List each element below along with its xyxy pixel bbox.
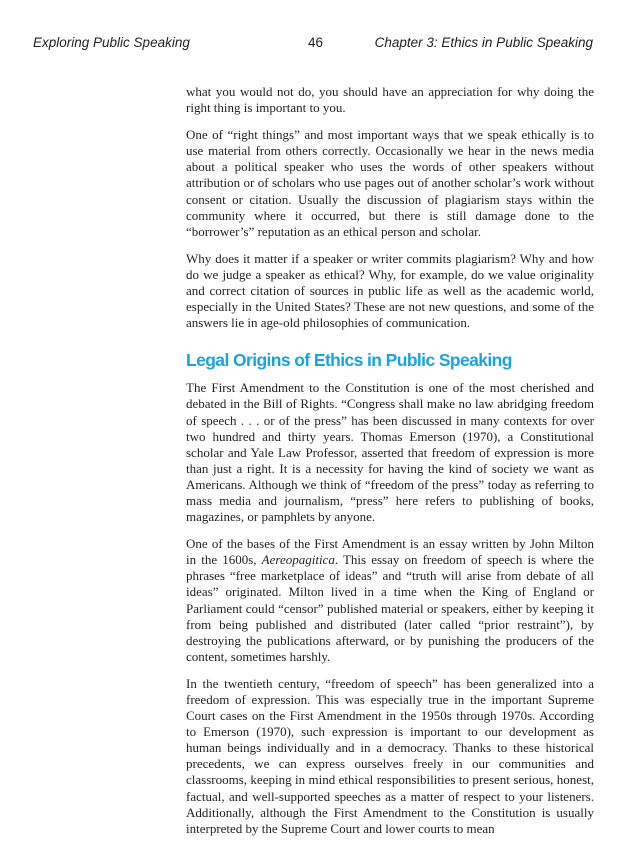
paragraph: The First Amendment to the Constitution is one of the most cherished and debated in the Bill of Rights. “Congress shall make no law abridging freedom of speech . . . or of the press” has been discussed in many contexts for over two hundred and thirty years. Thomas Emerson (1970), a Constitutional scholar and Yale Law Professor, asserted that freedom of expression is more than just a right. It is a necessity for having the kind of society we want as Americans. Although we think of “freedom of the press” today as referring to mass media and journalism, “press” here refers to publishing of books, magazines, or pamphlets by anyone. <box>186 380 594 525</box>
running-header <box>33 35 593 55</box>
book-title: Exploring Public Speaking <box>33 35 190 50</box>
paragraph <box>186 536 594 665</box>
section-heading: Legal Origins of Ethics in Public Speaking <box>186 350 512 371</box>
text-run: One of the bases of the First Amendment is an essay written by John Milton in the 1600s, <box>186 536 594 568</box>
text-run: . This essay on freedom of speech is where the phrases “free marketplace of ideas” and “truth will arise from debate of all ideas” originated. Milton lived in a time when the King of England or Parliament could “censor” published material or speakers, either by keeping it from being published and distributed (later called “prior restraint”), by destroying the publications afterward, or by punishing the producers of the content, sometimes harshly. <box>186 552 594 664</box>
paragraph: what you would not do, you should have an appreciation for why doing the right thing is important to you. <box>186 84 594 116</box>
chapter-title: Chapter 3: Ethics in Public Speaking <box>374 35 593 50</box>
essay-title: Aereopagitica <box>261 552 335 568</box>
paragraph: Why does it matter if a speaker or writer commits plagiarism? Why and how do we judge a speaker as ethical? Why, for example, do we value originality and correct citation of sources in public life as well as the academic world, especially in the United States? These are not new questions, and some of the answers lie in age-old philosophies of communication. <box>186 250 594 331</box>
body-text <box>186 84 594 848</box>
paragraph: In the twentieth century, “freedom of speech” has been generalized into a freedom of expression. This was especially true in the important Supreme Court cases on the First Amendment in the 1950s through 1970s. According to Emerson (1970), such expression is important to our development as human beings individually and in a democracy. Thanks to these historical precedents, we can express ourselves freely in our communities and classrooms, keeping in mind ethical responsibilities to present serious, honest, factual, and well-supported speeches as a matter of respect to your listeners. Additionally, although the First Amendment to the Constitution is usually interpreted by the Supreme Court and lower courts to mean <box>186 675 594 836</box>
paragraph: One of “right things” and most important ways that we speak ethically is to use material from others correctly. Occasionally we hear in the news media about a political speaker who uses the words of other speakers without attribution or of scholars who use pages out of another scholar’s work without consent or citation. Usually the discussion of plagiarism stays within the community where it occurred, but there is still damage done to the “borrower’s” reputation as an ethical person and scholar. <box>186 127 594 239</box>
page-number: 46 <box>308 35 324 50</box>
